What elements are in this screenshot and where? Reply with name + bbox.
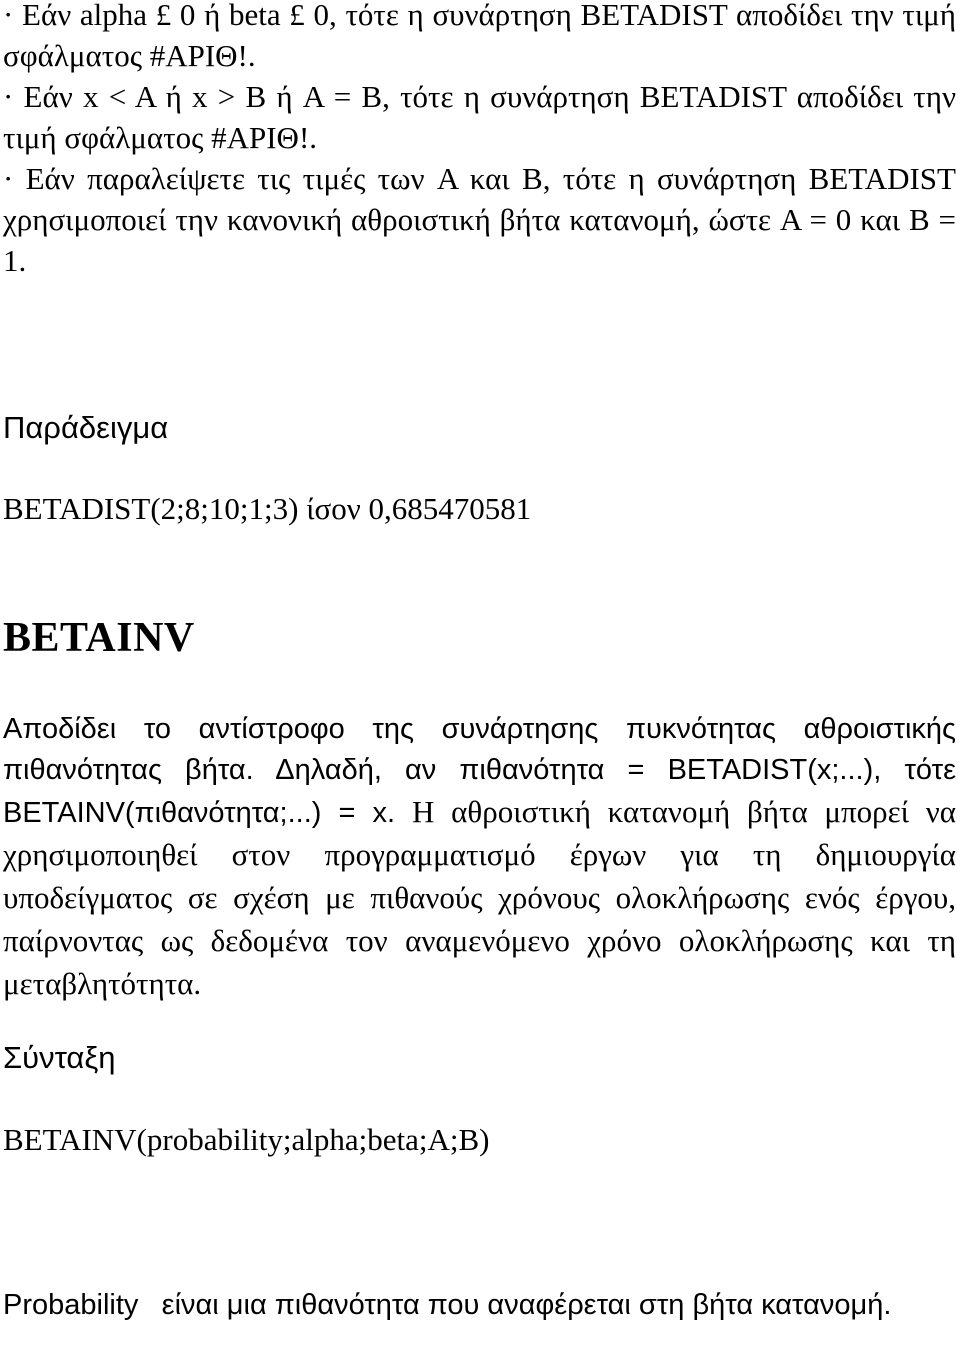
- parameter-term: Probability: [3, 1289, 139, 1321]
- description-part-2: Η αθροιστική κατανομή βήτα μπορεί να χρησιμοποιηθεί στον προγραμματισμό έργων για τη δημιουργία υποδείγματος σε σχέση με πιθανούς χρόνους ολοκλήρωσης ενός έργου, παίρνοντας ως δεδομένα τον αναμενόμενο χρόνο ολοκλήρωσης και τη μεταβλητότητα.: [3, 794, 956, 1001]
- syntax-heading: Σύνταξη: [3, 1040, 116, 1075]
- parameter-description: είναι μια πιθανότητα που αναφέρεται στη βήτα κατανομή.: [161, 1289, 892, 1321]
- section-title-betainv: BETAINV: [3, 615, 195, 661]
- parameter-probability: [3, 1283, 956, 1326]
- bullet-alpha-beta-error: · Εάν alpha £ 0 ή beta £ 0, τότε η συνάρτηση BETADIST αποδίδει την τιμή σφάλματος #ΑΡΙΘ!.: [3, 0, 956, 73]
- syntax-signature: BETAINV(probability;alpha;beta;A;B): [3, 1122, 490, 1157]
- bullet-x-range-error: · Εάν x < A ή x > B ή A = B, τότε η συνάρτηση BETADIST αποδίδει την τιμή σφάλματος #ΑΡΙΘ!.: [3, 79, 956, 155]
- bullet-omit-a-b: · Εάν παραλείψετε τις τιμές των A και B, τότε η συνάρτηση BETADIST χρησιμοποιεί την κανονική αθροιστική βήτα κατανομή, ώστε A = 0 και B = 1.: [3, 161, 956, 278]
- description-part-1: Αποδίδει το αντίστροφο της συνάρτησης πυκνότητας αθροιστικής πιθανότητας βήτα. Δηλαδή, αν πιθανότητα = BETADIST(x;...), τότε BETAINV(πιθανότητα;...) = x.: [3, 713, 956, 829]
- betainv-description: [3, 709, 956, 1006]
- example-heading: Παράδειγμα: [3, 410, 169, 445]
- example-formula: BETADIST(2;8;10;1;3) ίσον 0,685470581: [3, 491, 532, 526]
